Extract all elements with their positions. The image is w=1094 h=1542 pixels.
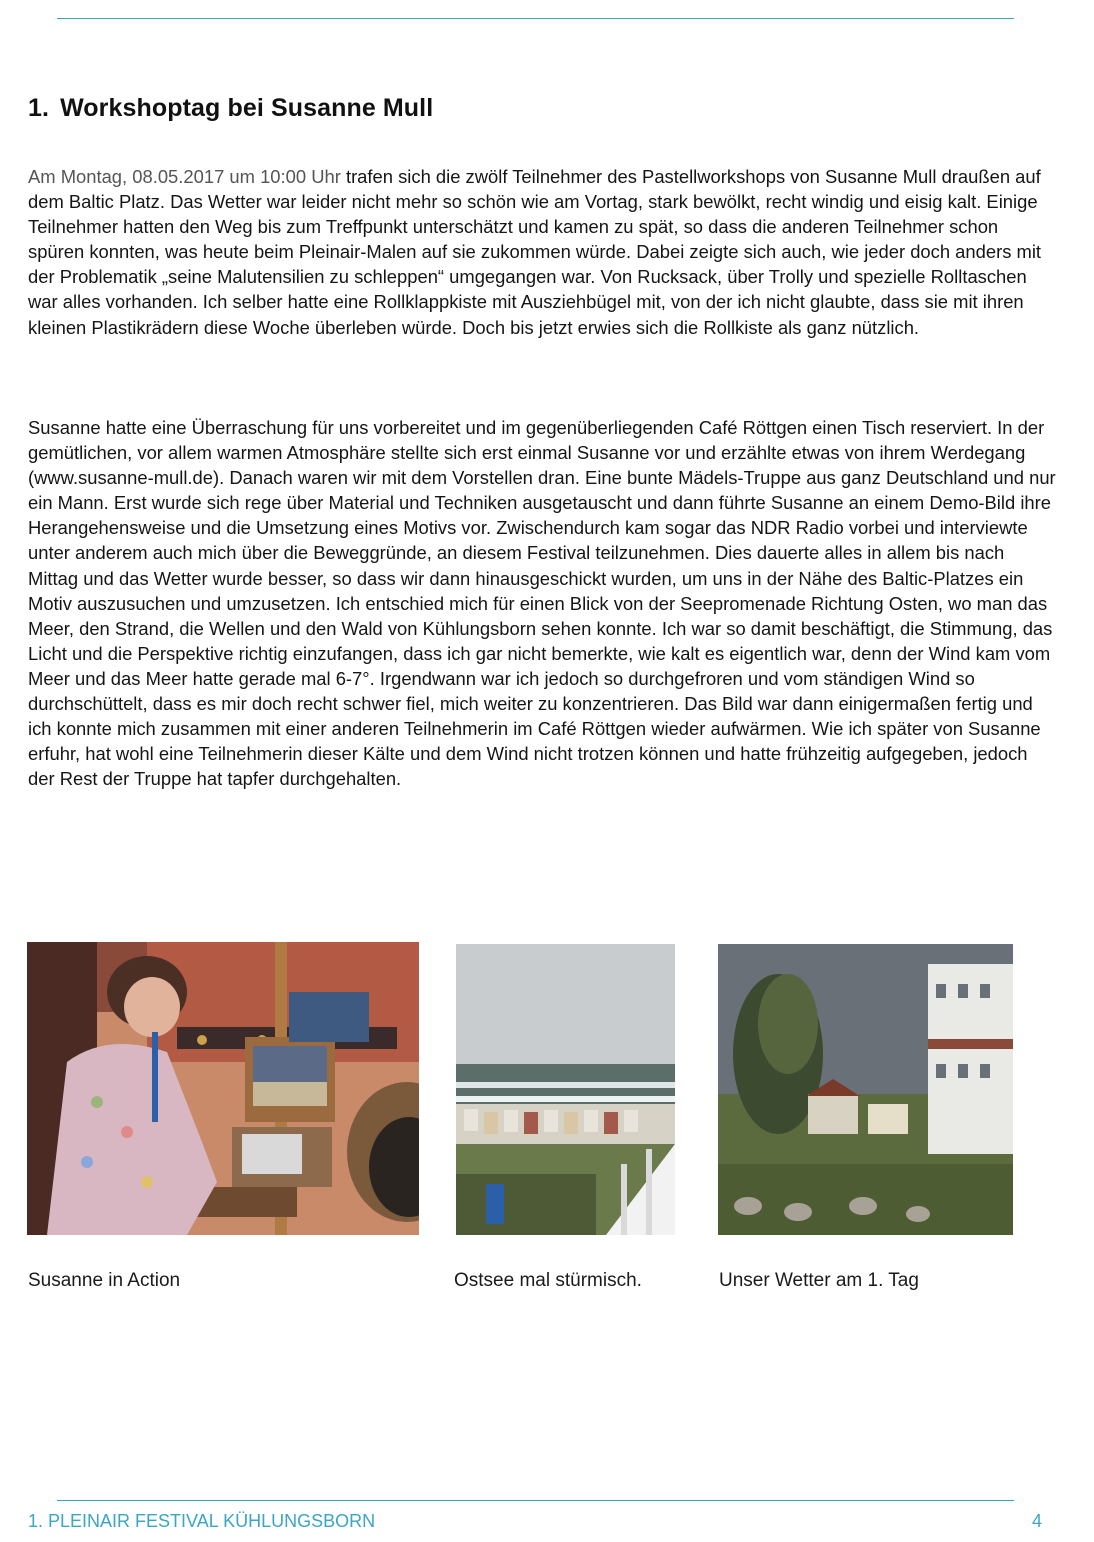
- footer-title: 1. PLEINAIR FESTIVAL KÜHLUNGSBORN: [28, 1511, 376, 1531]
- photo-susanne-in-action: [27, 942, 419, 1235]
- page-number: 4: [1032, 1511, 1043, 1531]
- section-heading: [28, 94, 433, 123]
- paragraph-1-lead: Am Montag, 08.05.2017 um 10:00 Uhr: [28, 166, 341, 187]
- header-rule: [57, 18, 1014, 19]
- footer-rule: [57, 1500, 1014, 1501]
- paragraph-1: [28, 164, 1058, 340]
- sea-image: [456, 944, 675, 1235]
- photo-ostsee: [456, 944, 675, 1235]
- section-title: Workshoptag bei Susanne Mull: [60, 94, 434, 122]
- section-number: 1.: [28, 94, 50, 122]
- caption-photo-1: Susanne in Action: [28, 1270, 181, 1291]
- park-image: [718, 944, 1013, 1235]
- paragraph-1-text: trafen sich die zwölf Teilnehmer des Pastellworkshops von Susanne Mull draußen auf dem Baltic Platz. Das Wetter war leider nicht mehr so schön wie am Vortag, stark bewölkt, recht windig und eisig kalt. Einige Teilnehmer hatten den Weg bis zum Treffpunkt unterschätzt und kamen zu spät, so dass die anderen Teilnehmer schon spüren konnten, was heute beim Pleinair-Malen auf sie zukommen würde. Dabei zeigte sich auch, wie jeder doch anders mit der Problematik „seine Malutensilien zu schleppen“ umgegangen war. Von Rucksack, über Trolly und spezielle Rolltaschen war alles vorhanden. Ich selber hatte eine Rollklappkiste mit Ausziehbügel mit, von der ich nicht glaubte, dass sie mit ihren kleinen Plastikrädern diese Woche überleben würde. Doch bis jetzt erwies sich die Rollkiste als ganz nützlich.: [28, 166, 1042, 338]
- painter-image: [27, 942, 419, 1235]
- caption-photo-2: Ostsee mal stürmisch.: [454, 1270, 642, 1291]
- paragraph-2: Susanne hatte eine Überraschung für uns vorbereitet und im gegenüberliegenden Café Röttgen einen Tisch reserviert. In der gemütlichen, vor allem warmen Atmosphäre stellte sich erst einmal Susanne vor und erzählte etwas von ihrem Werdegang (www.susanne-mull.de). Danach waren wir mit dem Vorstellen dran. Eine bunte Mädels-Truppe aus ganz Deutschland und nur ein Mann. Erst wurde sich rege über Material und Techniken ausgetauscht und dann führte Susanne an einem Demo-Bild ihre Herangehensweise und die Umsetzung eines Motivs vor. Zwischendurch kam sogar das NDR Radio vorbei und interviewte unter anderem auch mich über die Beweggründe, an diesem Festival teilzunehmen. Dies dauerte alles in allem bis nach Mittag und das Wetter wurde besser, so dass wir dann hinausgeschickt wurden, um uns in der Nähe des Baltic-Platzes ein Motiv auszusuchen und umzusetzen. Ich entschied mich für einen Blick von der Seepromenade Richtung Osten, wo man das Meer, den Strand, die Wellen und den Wald von Kühlungsborn sehen konnte. Ich war so damit beschäftigt, die Stimmung, das Licht und die Perspektive richtig einzufangen, dass ich gar nicht bemerkte, wie kalt es eigentlich war, denn der Wind kam vom Meer und das Meer hatte gerade mal 6-7°. Irgendwann war ich jedoch so durchgefroren und vom ständigen Wind so durchschüttelt, dass es mir doch recht schwer fiel, mich weiter zu konzentrieren. Das Bild war dann einigermaßen fertig und ich konnte mich zusammen mit einer anderen Teilnehmerin im Café Röttgen wieder aufwärmen. Wie ich später von Susanne erfuhr, hat wohl eine Teilnehmerin dieser Kälte und dem Wind nicht trotzen können und hatte frühzeitig aufgegeben, jedoch der Rest der Truppe hat tapfer durchgehalten.: [28, 417, 1056, 790]
- photo-wetter: [718, 944, 1013, 1235]
- caption-photo-3: Unser Wetter am 1. Tag: [719, 1270, 919, 1291]
